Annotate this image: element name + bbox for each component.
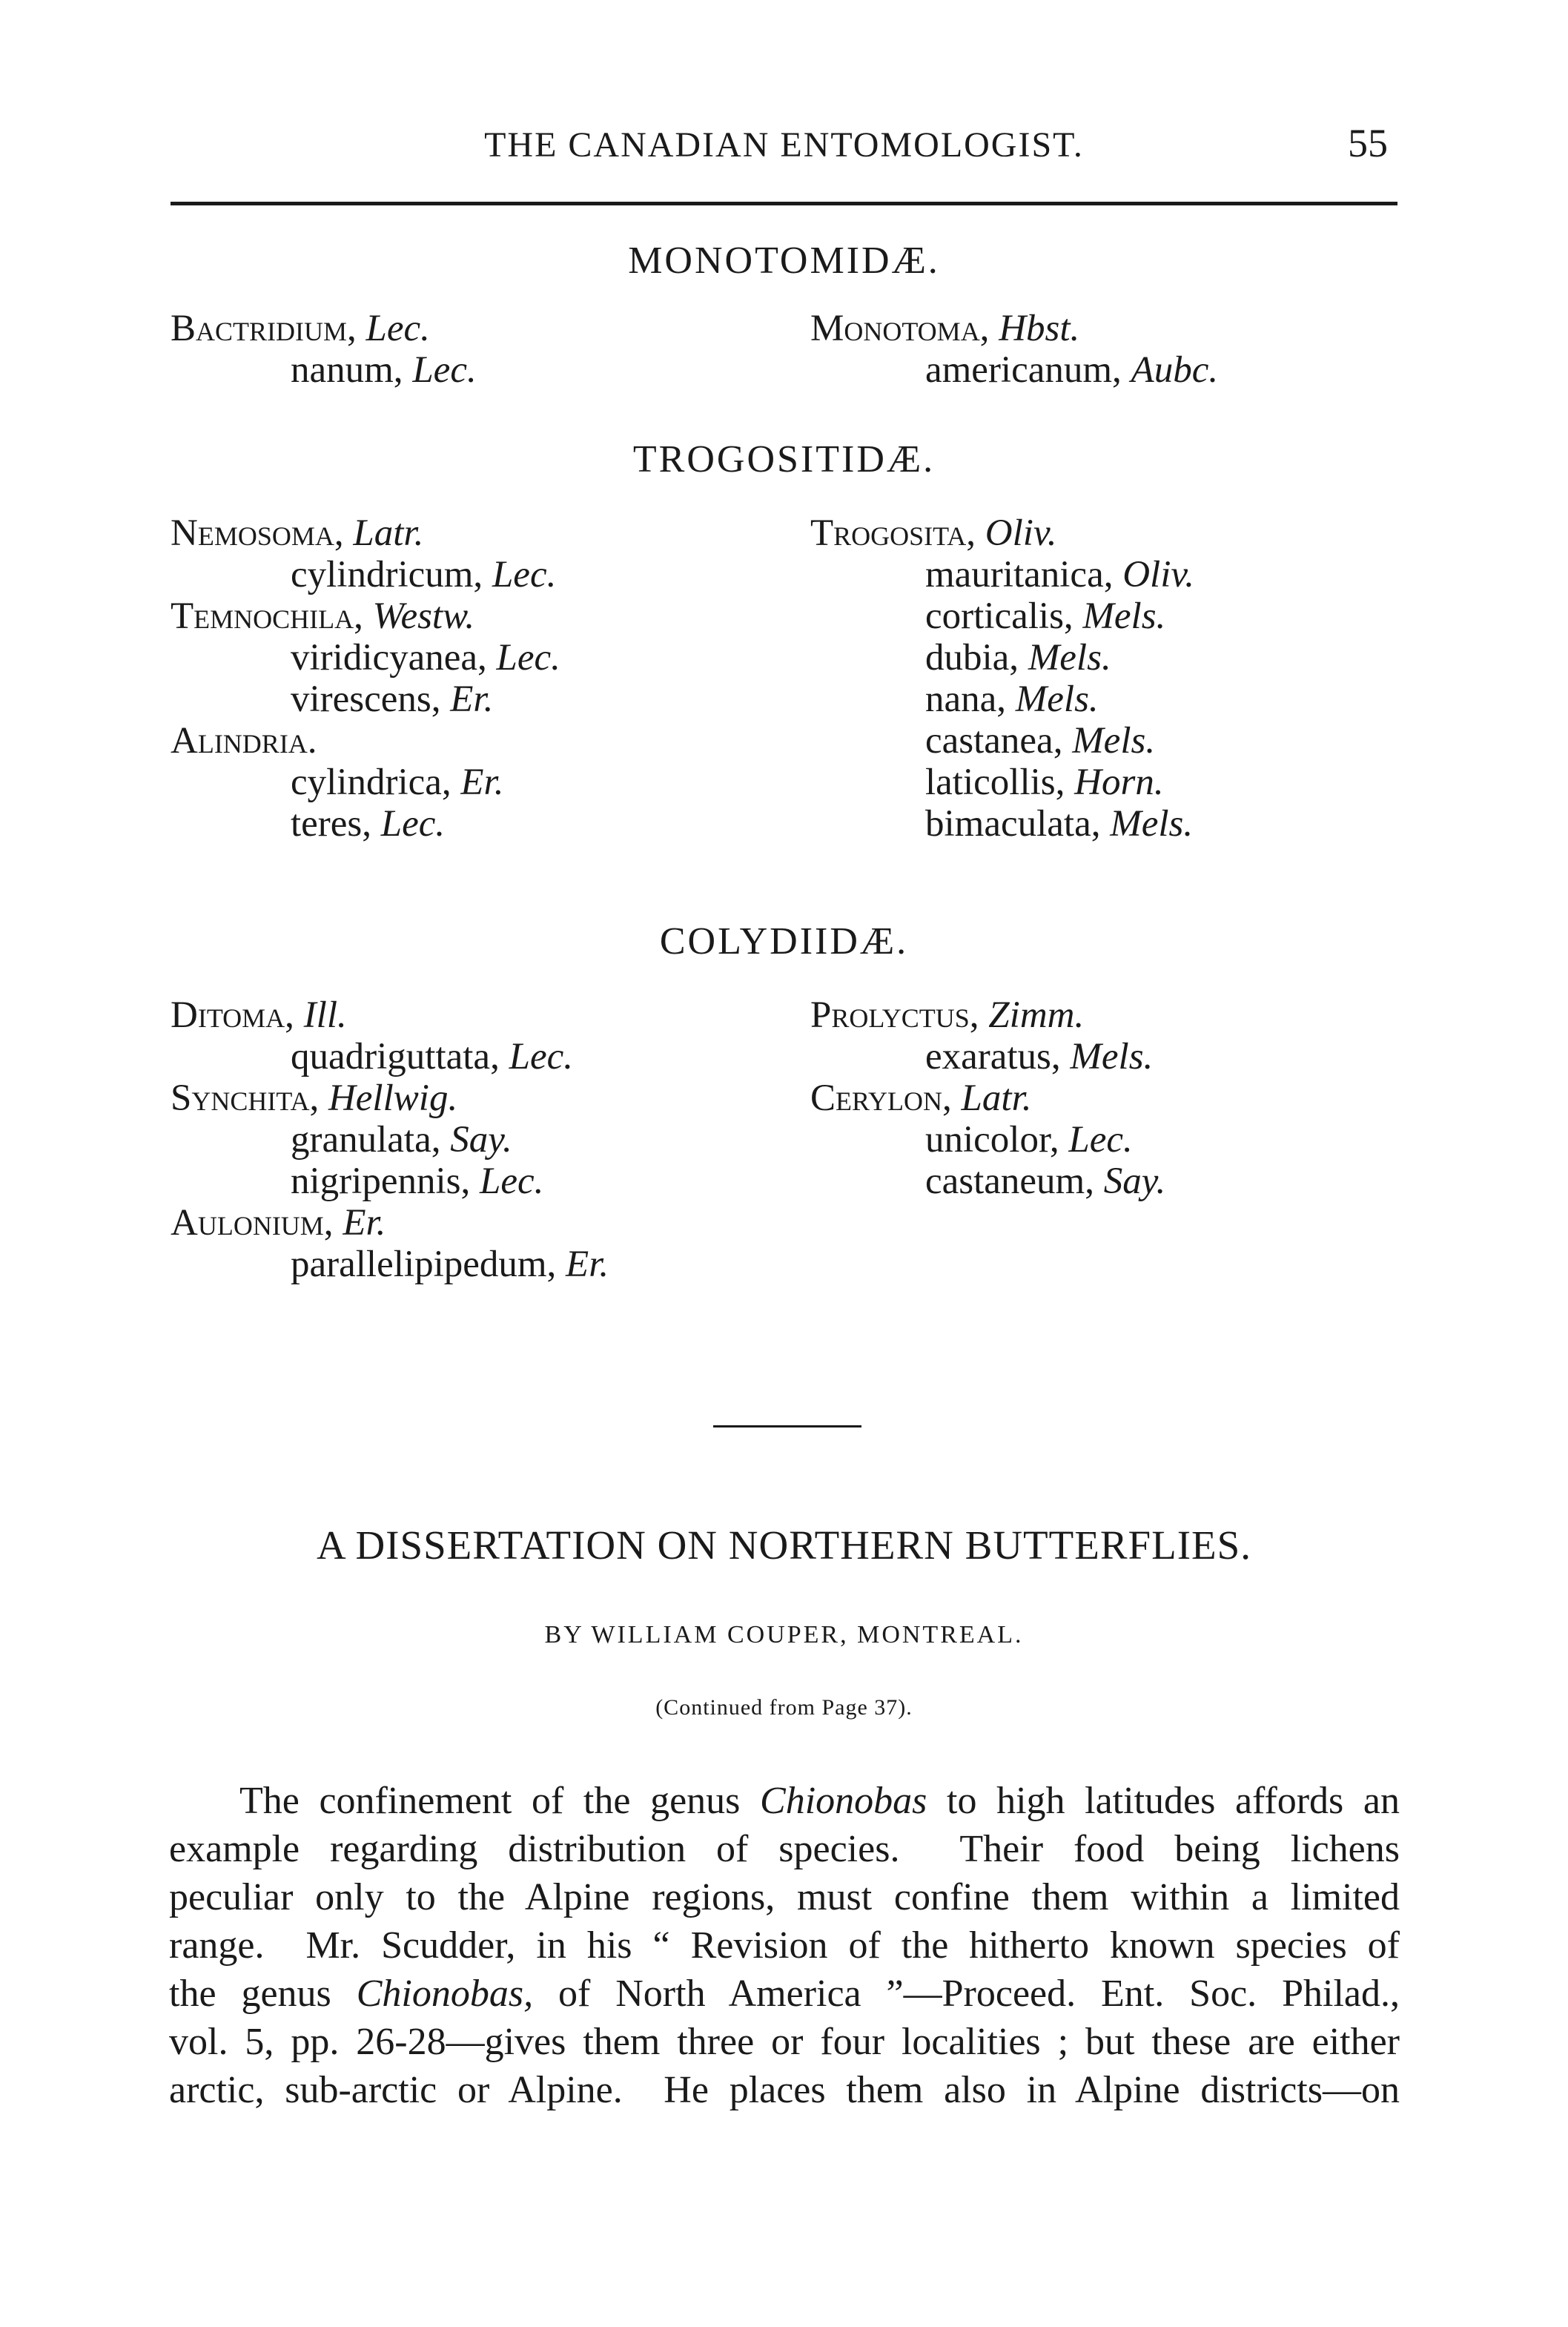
species-entry (925, 761, 1164, 804)
genus-name: Prolyctus, (810, 994, 979, 1036)
italic-term: Chionobas, (356, 1973, 534, 2015)
author-abbreviation: Westw. (372, 595, 475, 637)
text-run: example regarding distribution of species. Their food being lichens (169, 1828, 1400, 1870)
family-heading: COLYDIIDÆ. (659, 920, 909, 963)
author-abbreviation: Lec. (365, 308, 430, 349)
species-name: granulata, (291, 1119, 441, 1161)
text-run: peculiar only to the Alpine regions, must confine them within a limited (169, 1876, 1400, 1918)
genus-entry (810, 994, 1084, 1037)
species-entry (925, 1035, 1153, 1078)
author-abbreviation: Lec. (479, 1161, 544, 1202)
italic-term: Chionobas (760, 1780, 927, 1822)
species-entry (925, 719, 1155, 762)
paragraph-line (169, 2018, 1400, 2066)
text-run: The confinement of the genus (239, 1780, 761, 1822)
author-abbreviation: Mels. (1028, 637, 1111, 679)
species-name: cylindrica, (291, 762, 451, 803)
author-abbreviation: Lec. (1068, 1119, 1133, 1161)
genus-name: Bactridium, (171, 308, 357, 349)
species-name: virescens, (291, 679, 441, 720)
genus-entry (810, 512, 1057, 555)
article-byline: BY WILLIAM COUPER, MONTREAL. (544, 1621, 1024, 1648)
text-run: vol. 5, pp. 26-28—gives them three or four localities ; but these are either (169, 2021, 1400, 2063)
author-abbreviation: Er. (343, 1202, 386, 1244)
species-entry (291, 1160, 543, 1203)
genus-entry (171, 1201, 386, 1244)
species-entry (925, 802, 1193, 845)
page-number: 55 (1348, 121, 1388, 165)
species-entry (291, 636, 560, 679)
genus-entry (171, 512, 423, 555)
species-entry (291, 349, 477, 392)
species-name: cylindricum, (291, 554, 483, 595)
species-name: nanum, (291, 349, 403, 391)
species-name: teres, (291, 803, 372, 845)
species-entry (291, 678, 493, 721)
author-abbreviation: Lec. (496, 637, 560, 679)
section-divider (713, 1425, 861, 1427)
genus-name: Alindria. (171, 720, 317, 762)
species-name: quadriguttata, (291, 1036, 500, 1077)
author-abbreviation: Er. (566, 1244, 609, 1285)
author-abbreviation: Mels. (1015, 679, 1099, 720)
paragraph-line (169, 2066, 1400, 2114)
author-abbreviation: Latr. (353, 512, 424, 554)
author-abbreviation: Ill. (303, 994, 347, 1036)
species-entry (291, 1035, 573, 1078)
author-abbreviation: Mels. (1070, 1036, 1154, 1077)
author-abbreviation: Say. (1103, 1161, 1166, 1202)
genus-entry (171, 595, 474, 638)
genus-name: Aulonium, (171, 1202, 334, 1244)
author-abbreviation: Latr. (961, 1077, 1032, 1119)
text-run: the genus (169, 1973, 357, 2015)
author-abbreviation: Lec. (492, 554, 557, 595)
species-entry (925, 678, 1099, 721)
species-entry (925, 553, 1194, 596)
species-name: corticalis, (925, 595, 1074, 637)
species-entry (925, 1160, 1165, 1203)
text-run: to high latitudes affords an (927, 1780, 1400, 1822)
author-abbreviation: Lec. (509, 1036, 573, 1077)
author-abbreviation: Hellwig. (328, 1077, 458, 1119)
author-abbreviation: Zimm. (988, 994, 1085, 1036)
text-run: range. Mr. Scudder, in his “ Revision of the hitherto known species of (169, 1924, 1400, 1967)
author-abbreviation: Lec. (380, 803, 446, 845)
species-name: mauritanica, (925, 554, 1114, 595)
genus-name: Trogosita, (810, 512, 976, 554)
species-name: castaneum, (925, 1161, 1094, 1202)
paragraph-line (169, 1777, 1400, 1825)
author-abbreviation: Aubc. (1131, 349, 1219, 391)
genus-entry (810, 307, 1079, 350)
genus-entry (171, 1077, 457, 1120)
species-name: exaratus, (925, 1036, 1061, 1077)
author-abbreviation: Horn. (1074, 762, 1164, 803)
article-paragraph (169, 1777, 1400, 2114)
article-title: A DISSERTATION ON NORTHERN BUTTERFLIES. (317, 1522, 1251, 1568)
paragraph-line (169, 1921, 1400, 1970)
species-entry (291, 761, 504, 804)
genus-entry (171, 994, 347, 1037)
genus-name: Ditoma, (171, 994, 294, 1036)
author-abbreviation: Hbst. (999, 308, 1080, 349)
paragraph-line (169, 1873, 1400, 1921)
author-abbreviation: Mels. (1110, 803, 1194, 845)
family-heading: TROGOSITIDÆ. (632, 438, 936, 481)
genus-name: Temnochila, (171, 595, 363, 637)
continued-note: (Continued from Page 37). (655, 1695, 913, 1720)
header-rule (171, 202, 1397, 205)
species-entry (925, 636, 1111, 679)
genus-entry (810, 1077, 1032, 1120)
genus-entry (171, 719, 317, 762)
species-name: nana, (925, 679, 1007, 720)
author-abbreviation: Er. (460, 762, 504, 803)
species-entry (925, 595, 1165, 638)
species-name: nigripennis, (291, 1161, 471, 1202)
species-name: dubia, (925, 637, 1019, 679)
genus-name: Cerylon, (810, 1077, 952, 1119)
species-entry (291, 802, 445, 845)
author-abbreviation: Er. (450, 679, 494, 720)
text-run: arctic, sub-arctic or Alpine. He places them also in Alpine districts—on (169, 2069, 1400, 2111)
species-name: bimaculata, (925, 803, 1101, 845)
species-name: laticollis, (925, 762, 1065, 803)
species-entry (925, 349, 1218, 392)
running-title: THE CANADIAN ENTOMOLOGIST. (484, 125, 1084, 165)
species-entry (925, 1118, 1133, 1161)
author-abbreviation: Say. (450, 1119, 512, 1161)
genus-name: Monotoma, (810, 308, 990, 349)
genus-name: Synchita, (171, 1077, 320, 1119)
author-abbreviation: Oliv. (1122, 554, 1194, 595)
text-run: of North America ”—Proceed. Ent. Soc. Philad., (533, 1973, 1400, 2015)
family-heading: MONOTOMIDÆ. (628, 240, 940, 282)
species-name: castanea, (925, 720, 1063, 762)
species-name: parallelipipedum, (291, 1244, 557, 1285)
species-name: viridicyanea, (291, 637, 487, 679)
author-abbreviation: Lec. (412, 349, 477, 391)
species-name: unicolor, (925, 1119, 1059, 1161)
author-abbreviation: Mels. (1082, 595, 1166, 637)
genus-name: Nemosoma, (171, 512, 344, 554)
species-entry (291, 1118, 512, 1161)
author-abbreviation: Oliv. (985, 512, 1057, 554)
species-name: americanum, (925, 349, 1122, 391)
genus-entry (171, 307, 430, 350)
species-entry (291, 553, 556, 596)
paragraph-line (169, 1970, 1400, 2018)
species-entry (291, 1243, 609, 1286)
paragraph-line (169, 1825, 1400, 1873)
author-abbreviation: Mels. (1072, 720, 1156, 762)
